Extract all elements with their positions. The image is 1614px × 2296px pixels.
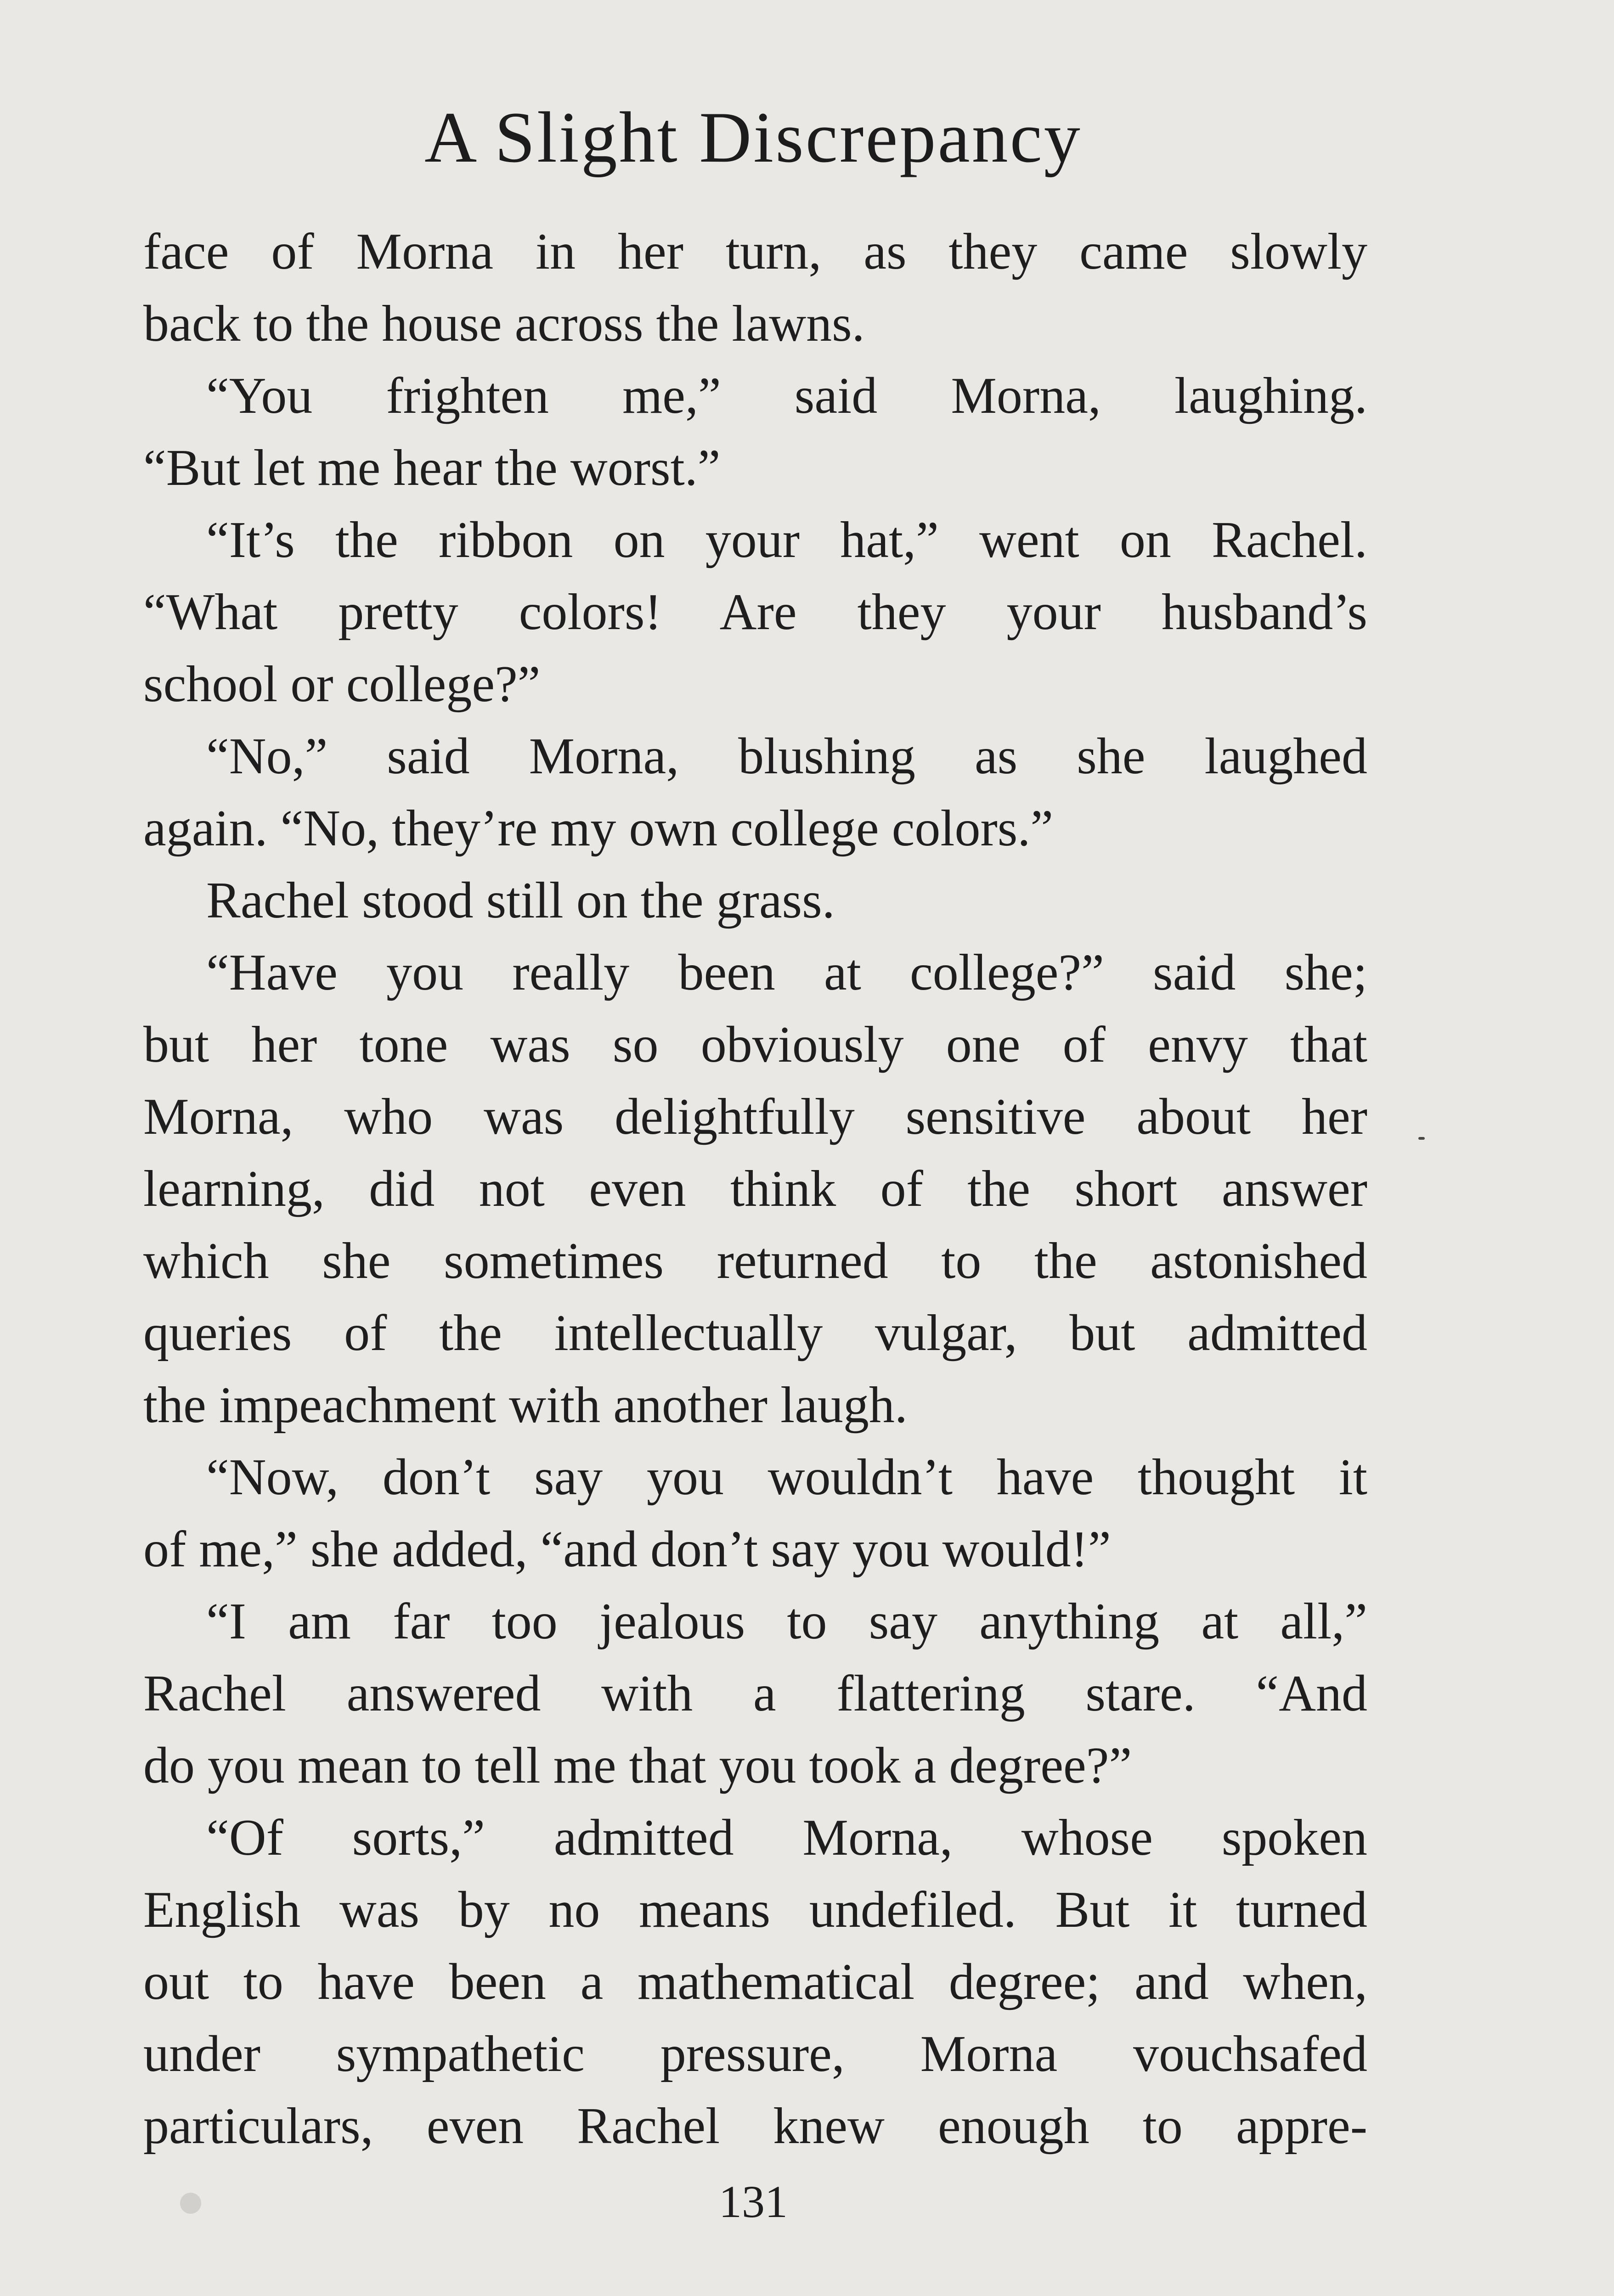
- text-line: Rachel answered with a flattering stare. “And: [143, 1665, 1367, 1722]
- text-line: “It’s the ribbon on your hat,” went on Rachel.: [206, 512, 1367, 568]
- running-head: A Slight Discrepancy: [424, 97, 1082, 178]
- text-line: school or college?”: [143, 656, 541, 713]
- text-line: “What pretty colors! Are they your husband’s: [143, 584, 1367, 641]
- text-line: learning, did not even think of the short answer: [143, 1160, 1367, 1217]
- text-line: particulars, even Rachel knew enough to appre-: [143, 2098, 1367, 2155]
- text-line: do you mean to tell me that you took a degree?”: [143, 1737, 1132, 1794]
- text-line: “I am far too jealous to say anything at all,”: [206, 1593, 1367, 1650]
- text-line: Morna, who was delightfully sensitive about her: [143, 1088, 1367, 1145]
- ink-speck: [1418, 1137, 1425, 1140]
- text-line: of me,” she added, “and don’t say you would!”: [143, 1521, 1111, 1578]
- text-line: “But let me hear the worst.”: [143, 439, 721, 496]
- text-line: out to have been a mathematical degree; and when,: [143, 1953, 1367, 2010]
- text-line: “Of sorts,” admitted Morna, whose spoken: [206, 1809, 1367, 1866]
- text-line: “Now, don’t say you wouldn’t have thought it: [206, 1449, 1367, 1506]
- text-line: again. “No, they’re my own college colors.”: [143, 800, 1054, 857]
- text-line: face of Morna in her turn, as they came slowly: [143, 223, 1367, 280]
- text-line: under sympathetic pressure, Morna vouchsafed: [143, 2026, 1367, 2082]
- text-line: Rachel stood still on the grass.: [206, 872, 835, 929]
- page-number: 131: [719, 2176, 788, 2227]
- text-line: “No,” said Morna, blushing as she laughed: [206, 728, 1367, 785]
- text-line: queries of the intellectually vulgar, but admitted: [143, 1305, 1367, 1362]
- text-line: back to the house across the lawns.: [143, 295, 865, 352]
- text-line: “You frighten me,” said Morna, laughing.: [206, 367, 1367, 424]
- text-line: English was by no means undefiled. But it turned: [143, 1881, 1367, 1938]
- page-body-text: [143, 216, 1367, 2162]
- text-line: which she sometimes returned to the astonished: [143, 1232, 1367, 1289]
- text-line: but her tone was so obviously one of envy that: [143, 1016, 1367, 1073]
- text-line: “Have you really been at college?” said she;: [206, 944, 1367, 1001]
- text-line: the impeachment with another laugh.: [143, 1377, 908, 1434]
